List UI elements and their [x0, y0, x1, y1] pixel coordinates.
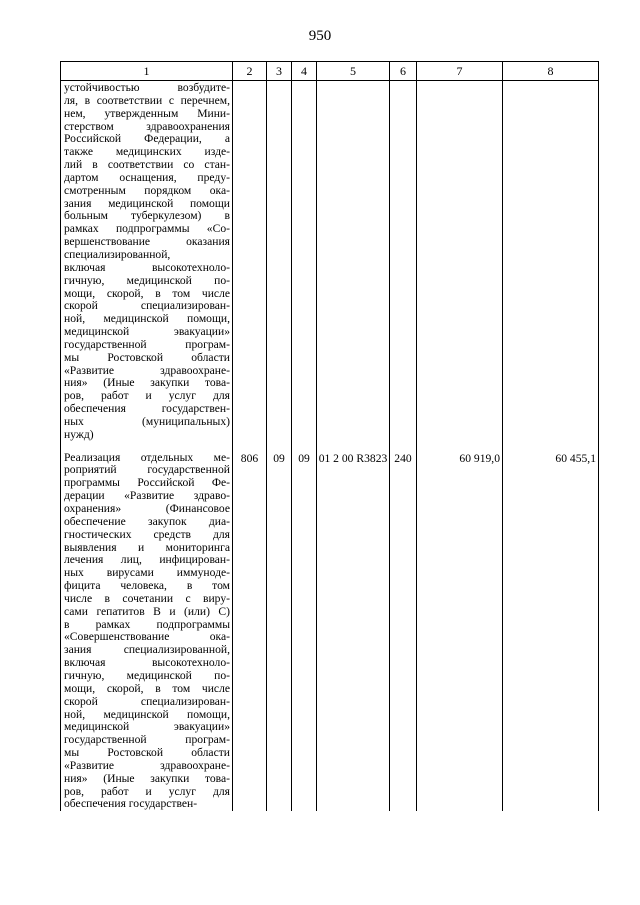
description-line: скорой специализирован-	[64, 299, 230, 313]
cell-amount-2	[503, 81, 599, 446]
description-line: Российской Федерации, а	[64, 132, 230, 146]
description-line: «Развитие здравоохране-	[64, 363, 230, 377]
description-line: государственной програм-	[64, 733, 230, 747]
description-line: скорой специализирован-	[64, 694, 230, 708]
description-line: ния» (Иные закупки това-	[64, 376, 230, 390]
page-number: 950	[308, 28, 332, 44]
col-header-7: 7	[417, 62, 503, 81]
description-line: Реализация отдельных ме-	[64, 450, 230, 464]
description-line: ров, работ и услуг для	[64, 784, 230, 798]
description-line: мощи, скорой, в том числе	[64, 681, 230, 695]
description-line: числе в сочетании с виру-	[64, 591, 230, 605]
cell-ministry	[233, 81, 267, 446]
description-line: медицинской эвакуации»	[64, 325, 230, 339]
row-description	[61, 446, 233, 812]
description-line: ля, в соответствии с перечнем,	[64, 93, 230, 107]
description-line: «Совершенствование ока-	[64, 630, 230, 644]
cell-amount-2: 60 455,1	[503, 446, 599, 812]
description-line: ной, медицинской помощи,	[64, 312, 230, 326]
description-line: лечения лиц, инфицирован-	[64, 553, 230, 567]
description-line: обеспечение закупок диа-	[64, 514, 230, 528]
description-line: ров, работ и услуг для	[64, 389, 230, 403]
description-line: обеспечения государствен-	[64, 402, 230, 416]
row-description	[61, 81, 233, 446]
description-line: гичную, медицинской по-	[64, 668, 230, 682]
description-line: гностических средств для	[64, 527, 230, 541]
col-header-3: 3	[267, 62, 292, 81]
budget-table	[60, 61, 599, 811]
description-line: устойчивостью возбудите-	[64, 81, 230, 94]
description-line: зания специализированной,	[64, 643, 230, 657]
col-header-2: 2	[233, 62, 267, 81]
cell-expense-type: 240	[390, 446, 417, 812]
description-line: также медицинских изде-	[64, 145, 230, 159]
description-line: включая высокотехноло-	[64, 656, 230, 670]
description-line: медицинской эвакуации»	[64, 720, 230, 734]
description-line: выявления и мониторинга	[64, 540, 230, 554]
cell-subsection: 09	[292, 446, 317, 812]
description-line: больным туберкулезом) в	[64, 209, 230, 223]
col-header-1: 1	[61, 62, 233, 81]
cell-section	[267, 81, 292, 446]
description-line: гичную, медицинской по-	[64, 273, 230, 287]
col-header-6: 6	[390, 62, 417, 81]
description-line: мы Ростовской области	[64, 746, 230, 760]
description-line: зания медицинской помощи	[64, 196, 230, 210]
description-line: ных (муниципальных)	[64, 414, 230, 428]
description-line: роприятий государственной	[64, 463, 230, 477]
cell-amount-1	[417, 81, 503, 446]
description-line: государственной програм-	[64, 337, 230, 351]
table-row	[61, 81, 599, 446]
description-line: в рамках подпрограммы	[64, 617, 230, 631]
description-line: лий в соответствии со стан-	[64, 158, 230, 172]
description-line: мощи, скорой, в том числе	[64, 286, 230, 300]
description-line: охранения» (Финансовое	[64, 502, 230, 515]
description-line: дерации «Развитие здраво-	[64, 489, 230, 503]
description-line: ной, медицинской помощи,	[64, 707, 230, 721]
table-row	[61, 446, 599, 812]
cell-section: 09	[267, 446, 292, 812]
description-line: смотренным порядком ока-	[64, 183, 230, 197]
col-header-4: 4	[292, 62, 317, 81]
description-line: нужд)	[64, 427, 94, 441]
description-line: «Развитие здравоохране-	[64, 758, 230, 772]
description-line: программы Российской Фе-	[64, 476, 230, 490]
description-line: дартом оснащения, преду-	[64, 170, 230, 184]
header-row	[61, 62, 599, 81]
cell-subsection	[292, 81, 317, 446]
description-line: ния» (Иные закупки това-	[64, 771, 230, 785]
description-line: ных вирусами иммуноде-	[64, 566, 230, 580]
description-line: специализированной,	[64, 247, 171, 261]
description-line: стерством здравоохранения	[64, 119, 230, 133]
description-line: вершенствование оказания	[64, 235, 230, 249]
description-line: сами гепатитов В и (или) С)	[64, 604, 230, 618]
description-line: рамках подпрограммы «Со-	[64, 222, 230, 236]
cell-amount-1: 60 919,0	[417, 446, 503, 812]
cell-target-article	[317, 81, 390, 446]
description-line: обеспечения государствен-	[64, 797, 198, 811]
description-line: фицита человека, в том	[64, 579, 230, 593]
cell-expense-type	[390, 81, 417, 446]
description-line: мы Ростовской области	[64, 350, 230, 364]
description-line: нем, утвержденным Мини-	[64, 106, 230, 120]
col-header-8: 8	[503, 62, 599, 81]
col-header-5: 5	[317, 62, 390, 81]
cell-ministry: 806	[233, 446, 267, 812]
description-line: включая высокотехноло-	[64, 260, 230, 274]
cell-target-article: 01 2 00 R3823	[317, 446, 390, 812]
